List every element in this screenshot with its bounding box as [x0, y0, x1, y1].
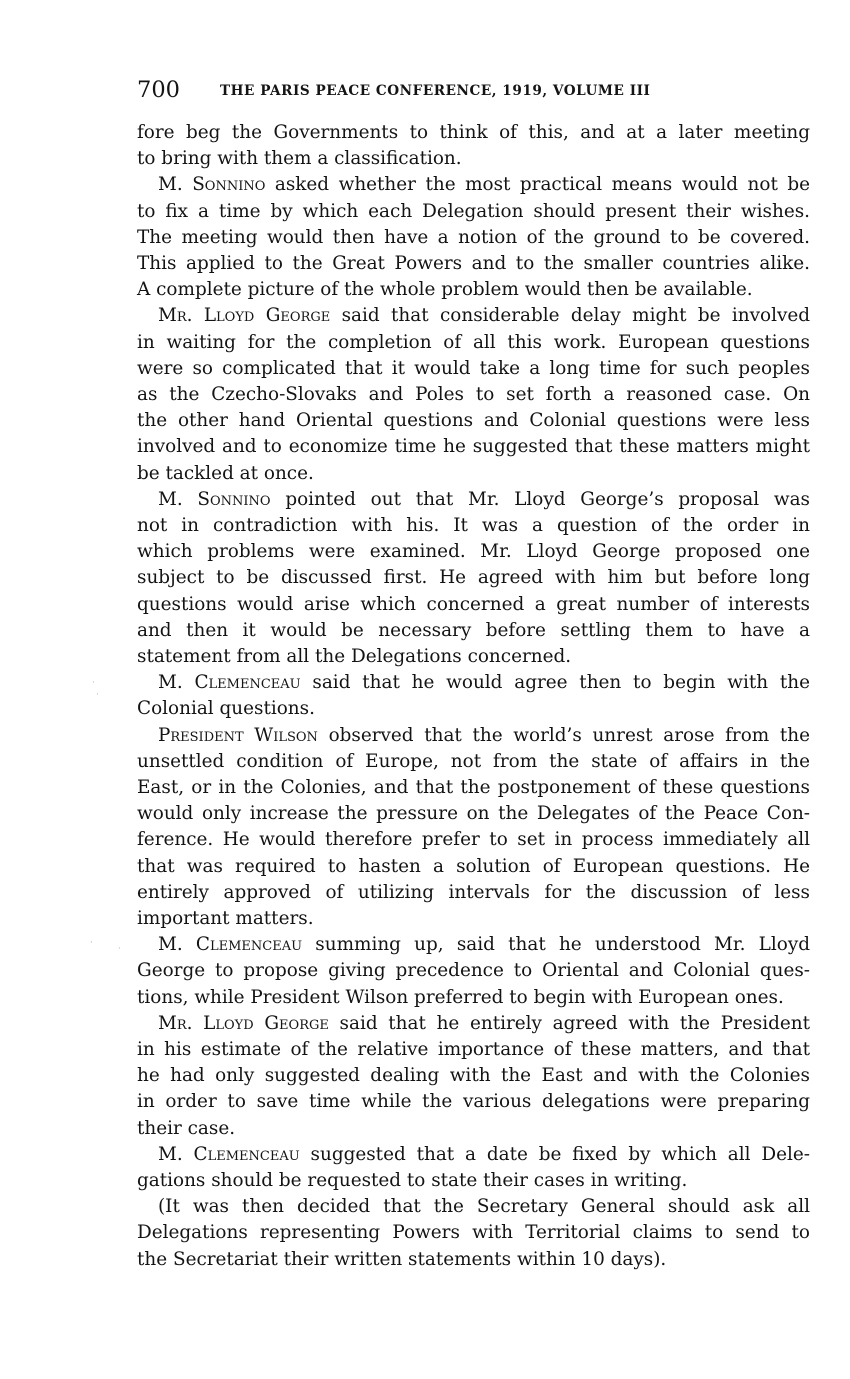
text-line [137, 958, 810, 984]
text-segment: suggested that a date be fixed by which all Dele- [299, 1143, 810, 1165]
speaker-name: Sonnino [197, 488, 271, 510]
text-segment: the Secretariat their written statements within 10 days). [137, 1248, 667, 1270]
text-line [137, 644, 810, 670]
text-line [137, 513, 810, 539]
text-line [137, 749, 810, 775]
speaker-name: Clemenceau [194, 672, 301, 694]
text-segment: (It was then decided that the Secretary General should ask all [158, 1196, 810, 1218]
text-segment: gations should be requested to state their cases in writing. [137, 1170, 688, 1191]
speaker-name: Clemenceau [195, 934, 303, 956]
margin-speck: · [118, 944, 121, 954]
speaker-name: Clemenceau [193, 1143, 300, 1165]
text-line [137, 434, 810, 460]
text-line [137, 251, 810, 277]
running-head: THE PARIS PEACE CONFERENCE, 1919, VOLUME III [220, 83, 651, 99]
text-segment: observed that the world’s unrest arose from the [317, 724, 810, 746]
text-segment: asked whether the most practical means would not be [265, 174, 810, 196]
text-line [137, 592, 810, 618]
text-segment: questions would arise which concerned a great number of interests [137, 593, 810, 615]
text-segment: M. [158, 672, 195, 694]
text-line [137, 1037, 810, 1063]
text-segment: the other hand Oriental questions and Colonial questions were less [137, 410, 810, 432]
text-line [158, 487, 810, 513]
text-segment: George to propose giving precedence to Oriental and Colonial ques- [137, 960, 810, 982]
text-line [158, 1194, 810, 1220]
text-line [158, 670, 810, 696]
text-segment: that was required to hasten a solution of European questions. He [137, 855, 810, 877]
text-line [137, 696, 810, 722]
text-line [137, 565, 810, 591]
text-segment: M. [158, 488, 198, 510]
text-segment: important matters. [137, 908, 314, 929]
text-line [137, 1247, 810, 1273]
text-line [137, 1116, 810, 1142]
text-line [137, 1089, 810, 1115]
text-line [158, 1011, 810, 1037]
text-segment: as the Czecho-Slovaks and Poles to set forth a reasoned case. On [137, 384, 810, 405]
text-line [158, 303, 810, 329]
text-segment: to bring with them a classification. [137, 148, 462, 170]
text-line [137, 277, 810, 303]
text-line [137, 775, 810, 801]
text-line [137, 539, 810, 565]
margin-speck: · [92, 678, 95, 688]
speaker-name: President Wilson [158, 724, 318, 746]
text-segment: to fix a time by which each Delegation should present their wishes. [137, 200, 810, 222]
speaker-name: Mr. Lloyd George [158, 1012, 329, 1034]
text-segment: This applied to the Great Powers and to the smaller countries alike. [137, 253, 810, 274]
text-segment: in waiting for the completion of all this work. European questions [137, 331, 810, 353]
text-segment: pointed out that Mr. Lloyd George’s proposal was [270, 488, 810, 510]
text-segment: M. [158, 1143, 194, 1165]
text-segment: statement from all the Delegations concerned. [137, 646, 572, 667]
text-line [137, 146, 810, 172]
speaker-name: Sonnino [192, 174, 266, 196]
text-line [137, 1220, 810, 1246]
text-segment: M. [158, 174, 193, 196]
text-line [137, 356, 810, 382]
text-segment: in order to save time while the various delegations were preparing [137, 1091, 810, 1113]
text-line [137, 1063, 810, 1089]
text-segment: subject to be discussed first. He agreed with him but before long [137, 567, 810, 589]
text-segment: unsettled condition of Europe, not from the state of affairs in the [137, 750, 810, 772]
text-line [137, 618, 810, 644]
text-segment: tions, while President Wilson preferred to begin with European ones. [137, 986, 784, 1008]
text-line [137, 880, 810, 906]
text-segment: said that he entirely agreed with the President [328, 1012, 810, 1034]
text-line [137, 382, 810, 408]
text-line [137, 906, 810, 932]
text-segment: ference. He would therefore prefer to set in process immediately all [137, 829, 810, 851]
text-segment: Colonial questions. [137, 698, 315, 720]
text-segment: A complete picture of the whole problem would then be available. [137, 279, 753, 301]
text-segment: were so complicated that it would take a long time for such peoples [137, 357, 810, 379]
text-line [137, 330, 810, 356]
text-segment: fore beg the Governments to think of this, and at a later meeting [137, 122, 810, 143]
page-header [137, 76, 817, 106]
text-segment: summing up, said that he understood Mr. Lloyd [302, 934, 810, 956]
margin-speck: · [96, 690, 99, 700]
text-segment: M. [158, 934, 196, 956]
text-line [137, 199, 810, 225]
page-number: 700 [137, 77, 180, 103]
text-segment: be tackled at once. [137, 462, 314, 484]
text-segment: said that considerable delay might be involved [330, 305, 810, 327]
text-line [137, 854, 810, 880]
text-segment: The meeting would then have a notion of the ground to be covered. [137, 226, 810, 248]
text-segment: and then it would be necessary before settling them to have a [137, 619, 810, 641]
text-segment: entirely approved of utilizing intervals for the discussion of less [137, 881, 810, 903]
text-segment: would only increase the pressure on the Delegates of the Peace Con- [137, 803, 810, 825]
text-segment: said that he would agree then to begin with the [300, 672, 810, 694]
text-segment: he had only suggested dealing with the East and with the Colonies [137, 1065, 810, 1087]
text-segment: involved and to economize time he suggested that these matters might [137, 436, 810, 458]
text-line [137, 985, 810, 1011]
speaker-name: Mr. Lloyd George [158, 305, 331, 327]
text-line [137, 801, 810, 827]
text-line [137, 225, 810, 251]
text-segment: not in contradiction with his. It was a question of the order in [137, 515, 810, 536]
text-segment: Delegations representing Powers with Territorial claims to send to [137, 1222, 810, 1244]
text-line [137, 827, 810, 853]
text-line [158, 723, 810, 749]
text-line [137, 461, 810, 487]
margin-speck: · [90, 938, 93, 948]
text-line [158, 172, 810, 198]
text-line [137, 408, 810, 434]
text-line [158, 932, 810, 958]
text-line [137, 120, 810, 146]
text-line [158, 1142, 810, 1168]
text-line [137, 1168, 810, 1194]
text-segment: East, or in the Colonies, and that the postponement of these questions [137, 777, 810, 798]
text-segment: which problems were examined. Mr. Lloyd George proposed one [137, 541, 810, 563]
text-segment: in his estimate of the relative importance of these matters, and that [137, 1039, 810, 1060]
text-segment: their case. [137, 1117, 236, 1139]
